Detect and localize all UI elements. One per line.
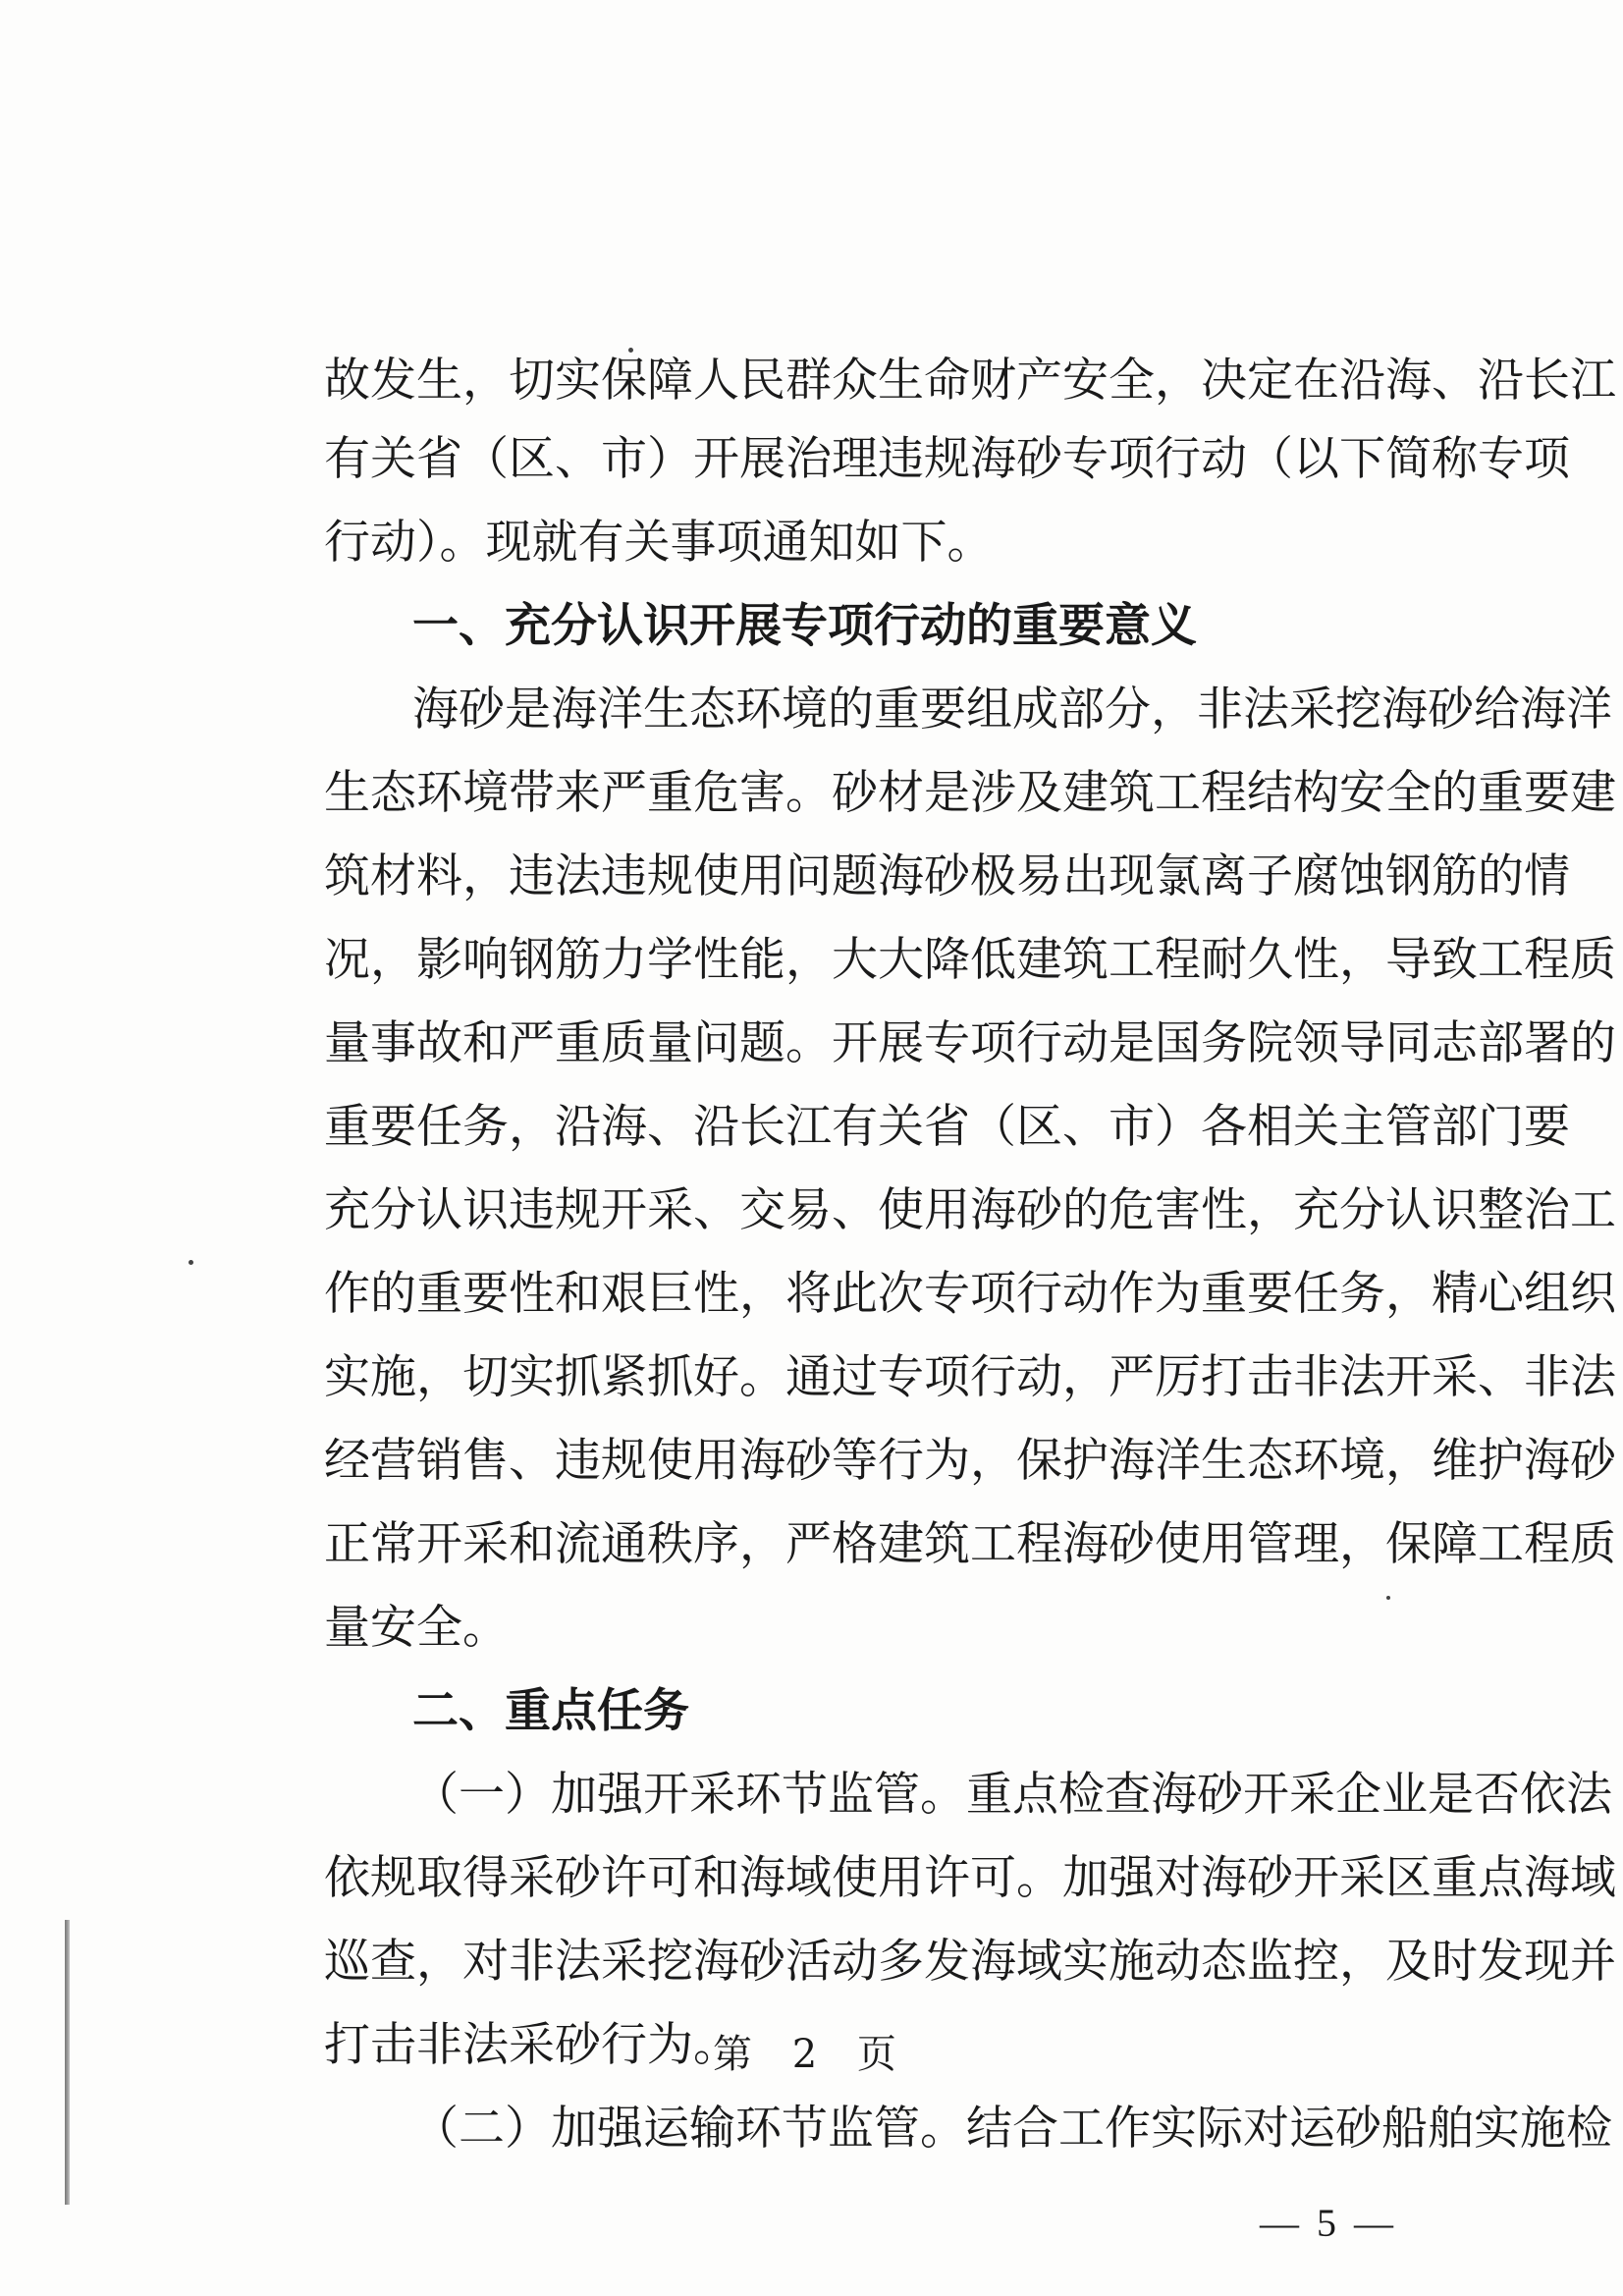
page-label: 第 2 页 [713, 2032, 910, 2077]
body-line: 况，影响钢筋力学性能，大大降低建筑工程耐久性，导致工程质 [324, 933, 1616, 987]
scan-speck [189, 1260, 193, 1265]
body-line: 正常开采和流通秩序，严格建筑工程海砂使用管理，保障工程质 [324, 1517, 1616, 1571]
page-number: — 5 — [1260, 2201, 1397, 2245]
body-line: 行动）。现就有关事项通知如下。 [324, 516, 994, 570]
body-line: 作的重要性和艰巨性，将此次专项行动作为重要任务，精心组织 [324, 1267, 1616, 1321]
section-heading: 一、充分认识开展专项行动的重要意义 [412, 599, 1197, 653]
scan-speck [628, 348, 633, 353]
body-line: （一）加强开采环节监管。重点检查海砂开采企业是否依法 [412, 1768, 1612, 1822]
body-line: （二）加强运输环节监管。结合工作实际对运砂船舶实施检 [412, 2102, 1612, 2156]
body-line: 依规取得采砂许可和海域使用许可。加强对海砂开采区重点海域 [324, 1851, 1616, 1905]
scan-speck [1386, 1596, 1390, 1600]
body-line: 故发生，切实保障人民群众生命财产安全，决定在沿海、沿长江 [324, 354, 1616, 408]
body-line: 充分认识违规开采、交易、使用海砂的危害性，充分认识整治工 [324, 1183, 1616, 1237]
body-line: 重要任务，沿海、沿长江有关省（区、市）各相关主管部门要 [324, 1100, 1570, 1154]
body-line: 打击非法采砂行为。 [324, 2018, 739, 2072]
body-line: 有关省（区、市）开展治理违规海砂专项行动（以下简称专项 [324, 432, 1570, 486]
body-line: 筑材料，违法违规使用问题海砂极易出现氯离子腐蚀钢筋的情 [324, 849, 1570, 903]
body-line: 生态环境带来严重危害。砂材是涉及建筑工程结构安全的重要建 [324, 766, 1616, 820]
body-line: 海砂是海洋生态环境的重要组成部分，非法采挖海砂给海洋 [412, 683, 1612, 737]
body-line: 量安全。 [324, 1601, 509, 1655]
body-line: 量事故和严重质量问题。开展专项行动是国务院领导同志部署的 [324, 1016, 1616, 1070]
body-line: 经营销售、违规使用海砂等行为，保护海洋生态环境，维护海砂 [324, 1434, 1616, 1488]
section-heading: 二、重点任务 [412, 1684, 689, 1738]
body-line: 巡查，对非法采挖海砂活动多发海域实施动态监控，及时发现并 [324, 1935, 1616, 1989]
body-line: 实施，切实抓紧抓好。通过专项行动，严厉打击非法开采、非法 [324, 1350, 1616, 1404]
